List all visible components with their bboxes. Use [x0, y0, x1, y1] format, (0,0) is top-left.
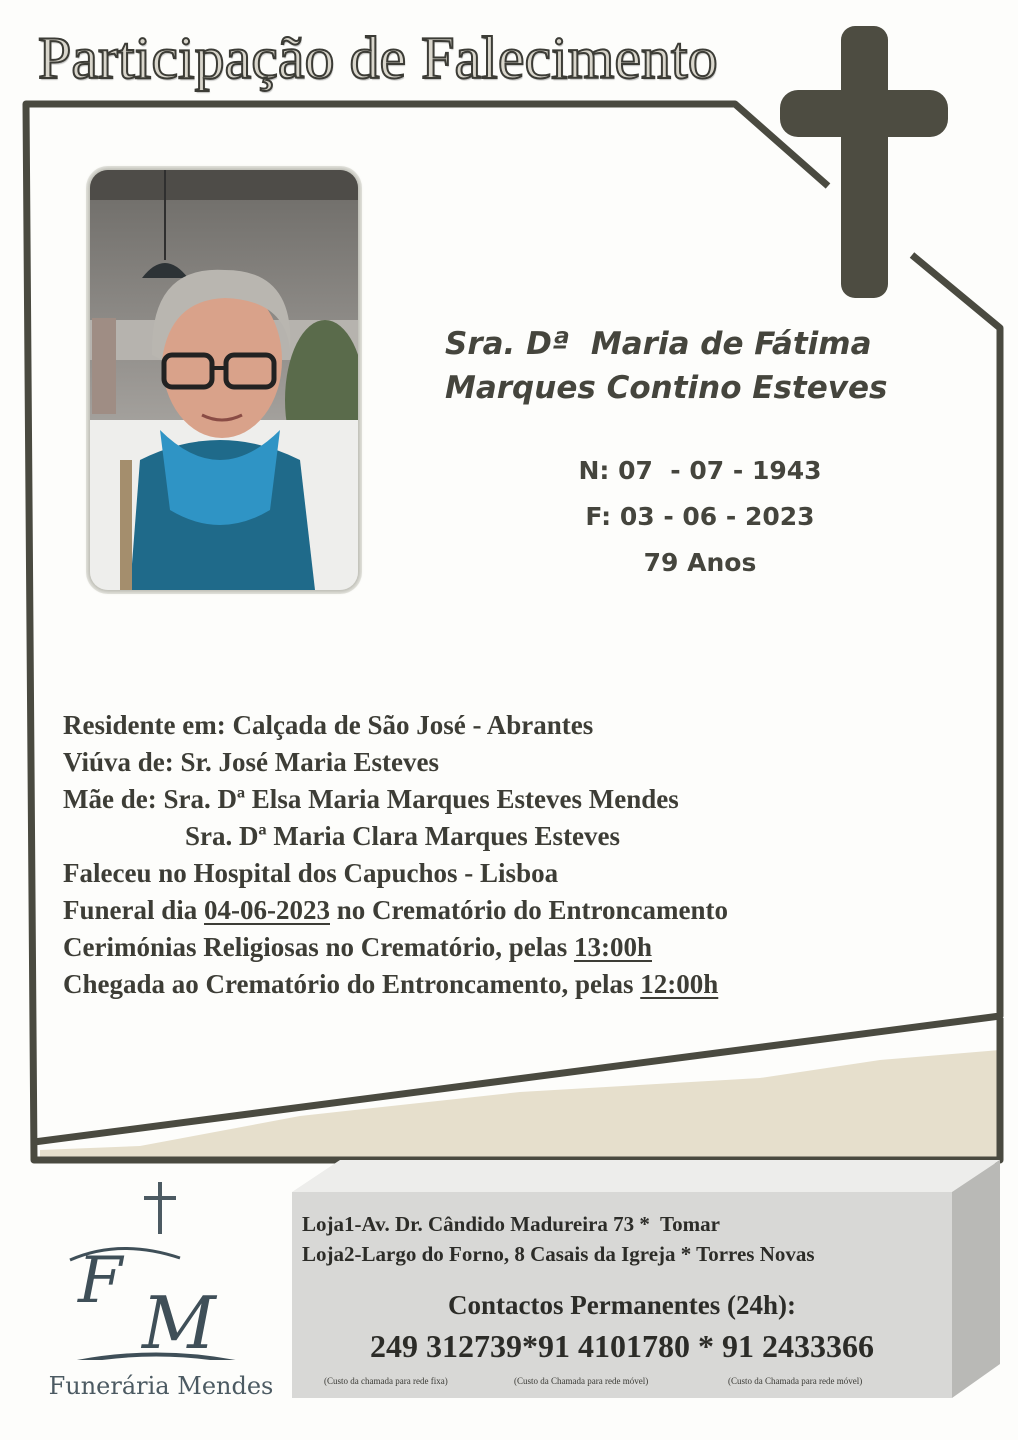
funeral-details — [63, 707, 943, 1003]
mother-of-1: Mãe de: Sra. Dª Elsa Maria Marques Esteves Mendes — [63, 784, 679, 814]
ceremony-line — [63, 929, 943, 966]
funeral-home-name: Funerária Mendes — [48, 1372, 274, 1400]
phone-numbers: 249 312739*91 4101780 * 91 2433366 — [370, 1328, 874, 1364]
contact-box-top — [292, 1160, 1000, 1192]
svg-text:M: M — [142, 1281, 216, 1360]
widow-of: Viúva de: Sr. José Maria Esteves — [63, 747, 439, 777]
deceased-name-line1: Sra. Dª Maria de Fátima — [445, 326, 872, 362]
note-mobile-2: (Custo da Chamada para rede móvel) — [728, 1376, 863, 1386]
place-of-death: Faleceu no Hospital dos Capuchos - Lisboa — [63, 858, 559, 888]
contacts-title: Contactos Permanentes (24h): — [448, 1290, 796, 1320]
arrival-time: 12:00h — [640, 969, 719, 999]
portrait-photo — [90, 170, 358, 590]
fm-monogram-logo — [60, 1240, 260, 1360]
funeral-line — [63, 892, 943, 929]
store-1-address: Loja1-Av. Dr. Cândido Madureira 73 * Tomar — [302, 1212, 720, 1236]
contacts-box — [292, 1192, 952, 1398]
contact-box-side — [952, 1160, 1000, 1398]
note-mobile-1: (Custo da Chamada para rede móvel) — [514, 1376, 649, 1386]
mother-of-2: Sra. Dª Maria Clara Marques Esteves — [185, 821, 621, 851]
page-title: Participação de Falecimento — [38, 25, 718, 91]
funeral-prefix: Funeral dia — [63, 895, 205, 925]
svg-text:F: F — [78, 1244, 123, 1318]
residence: Residente em: Calçada de São José - Abrantes — [63, 710, 594, 740]
arrival-line — [63, 966, 943, 1003]
note-fixed-line: (Custo da chamada para rede fixa) — [324, 1376, 448, 1386]
deceased-name — [445, 322, 965, 410]
beige-wedge — [40, 1050, 1000, 1162]
life-dates — [520, 448, 880, 586]
funeral-suffix: no Crematório do Entroncamento — [330, 895, 728, 925]
death-date: F: 03 - 06 - 2023 — [585, 502, 815, 531]
deceased-name-line2: Marques Contino Esteves — [445, 370, 888, 406]
store-2-address: Loja2-Largo do Forno, 8 Casais da Igreja * Torres Novas — [302, 1242, 815, 1266]
ceremony-prefix: Cerimónias Religiosas no Crematório, pelas — [63, 932, 574, 962]
ceremony-time: 13:00h — [573, 932, 652, 962]
age: 79 Anos — [643, 548, 757, 577]
birth-date: N: 07 - 07 - 1943 — [578, 456, 822, 485]
arrival-prefix: Chegada ao Crematório do Entroncamento, pelas — [63, 969, 641, 999]
small-cross-icon — [140, 1180, 180, 1236]
funeral-date: 04-06-2023 — [204, 895, 330, 925]
